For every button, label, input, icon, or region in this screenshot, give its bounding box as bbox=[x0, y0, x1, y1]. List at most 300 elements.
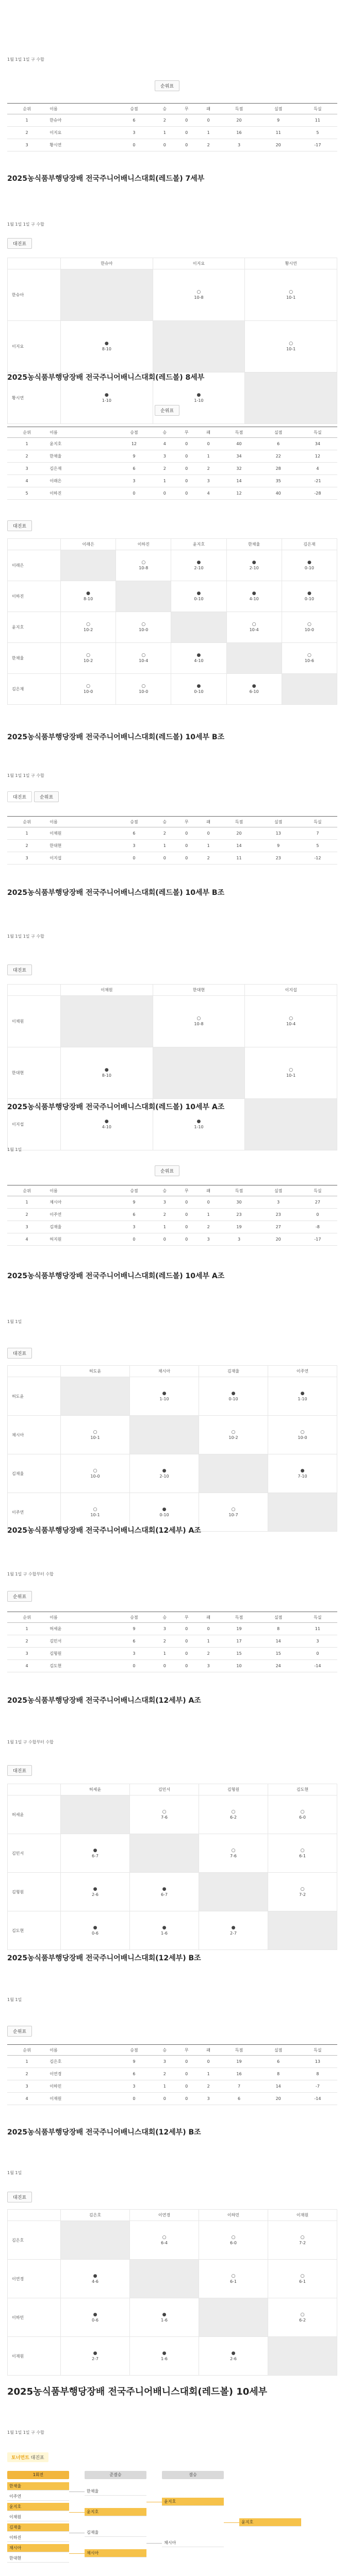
rank-cell: 2 bbox=[154, 2068, 175, 2080]
result-icon: ○ bbox=[307, 653, 311, 658]
rank-cell: 이하진 bbox=[46, 487, 114, 500]
rank-header-cell: 실점 bbox=[259, 427, 298, 438]
matrix-result-cell bbox=[226, 674, 282, 705]
result-icon: ○ bbox=[300, 1848, 305, 1853]
rank-header-cell: 이름 bbox=[46, 1612, 114, 1623]
result-score: 7-6 bbox=[229, 1853, 237, 1858]
matrix-self-cell bbox=[199, 2298, 268, 2337]
bracket-slot[interactable]: 한대현 bbox=[7, 2554, 69, 2563]
matrix-header-row bbox=[8, 258, 337, 269]
table-row bbox=[8, 1911, 337, 1950]
rank-header-cell: 실점 bbox=[259, 104, 298, 114]
rank-cell: 9 bbox=[114, 450, 154, 463]
matrix-result-cell bbox=[61, 1416, 130, 1454]
rank-cell: 황시연 bbox=[46, 139, 114, 151]
result-icon: ● bbox=[93, 1925, 97, 1930]
rank-header-cell: 순위 bbox=[7, 1612, 46, 1623]
rank-cell: 5 bbox=[298, 840, 337, 852]
bracket-connector bbox=[69, 2512, 85, 2513]
rank-cell: 0 bbox=[198, 1623, 219, 1635]
rank-cell: 이주연 bbox=[46, 1209, 114, 1221]
rank-header-cell: 승점 bbox=[114, 817, 154, 827]
tab-rank[interactable]: 순위표 bbox=[7, 2026, 32, 2037]
tab-rank[interactable]: 순위표 bbox=[34, 791, 59, 802]
rank-cell: 이하민 bbox=[46, 2080, 114, 2093]
rank-cell: 20 bbox=[259, 139, 298, 151]
rank-cell: 0 bbox=[175, 1623, 197, 1635]
rank-cell: 23 bbox=[219, 1209, 258, 1221]
result-icon: ○ bbox=[93, 1506, 97, 1512]
rank-header-row bbox=[7, 2045, 337, 2056]
rank-cell: 27 bbox=[298, 1196, 337, 1209]
result-icon: ○ bbox=[289, 290, 293, 295]
matrix-row-name: 이지요 bbox=[8, 321, 61, 372]
matrix-header-row bbox=[8, 2210, 337, 2221]
rank-header-row bbox=[7, 817, 337, 827]
tab-bar bbox=[7, 2026, 32, 2037]
table-row bbox=[7, 1221, 337, 1233]
matrix-result-cell bbox=[153, 269, 245, 321]
result-score: 6-7 bbox=[160, 1892, 168, 1897]
rank-table-10a bbox=[7, 1185, 337, 1246]
table-row bbox=[7, 463, 337, 475]
rank-cell: 이래은 bbox=[46, 475, 114, 487]
rank-cell: 2 bbox=[154, 1635, 175, 1648]
rank-table-12a bbox=[7, 1612, 337, 1672]
rank-cell: 이지요 bbox=[46, 127, 114, 139]
rank-cell: 15 bbox=[259, 1648, 298, 1660]
result-score: 7-2 bbox=[299, 1892, 306, 1897]
matrix-col-header: 김은호 bbox=[61, 2210, 130, 2221]
bracket-slot[interactable]: 윤지호 bbox=[7, 2503, 69, 2511]
rank-cell: 0 bbox=[175, 2093, 197, 2105]
matrix-col-header: 이주연 bbox=[268, 1366, 337, 1377]
rank-cell: 7 bbox=[298, 827, 337, 840]
tab-match[interactable]: 대진표 bbox=[7, 1348, 32, 1359]
table-row bbox=[7, 475, 337, 487]
matrix-row-name: 이재원 bbox=[8, 2337, 61, 2376]
rank-cell: 이채원 bbox=[46, 827, 114, 840]
result-score: 10-8 bbox=[194, 1022, 204, 1026]
rank-cell: 30 bbox=[219, 1196, 258, 1209]
rank-cell: -14 bbox=[298, 2093, 337, 2105]
section-title: 2025농식품부행당장배 전국주니어배니스대회(레드볼) 8세부 bbox=[7, 374, 205, 382]
matrix-col-header: 한대현 bbox=[153, 985, 245, 996]
rank-cell: 5 bbox=[298, 127, 337, 139]
tab-bar bbox=[7, 1765, 32, 1776]
result-score: 10-4 bbox=[286, 1022, 296, 1026]
result-icon: ○ bbox=[231, 2273, 236, 2279]
rank-cell: 2 bbox=[198, 2080, 219, 2093]
matrix-result-cell bbox=[153, 996, 245, 1047]
table-row bbox=[8, 2221, 337, 2260]
rank-cell: 6 bbox=[114, 1209, 154, 1221]
rank-header-cell: 승 bbox=[154, 817, 175, 827]
rank-cell: 2 bbox=[198, 463, 219, 475]
result-icon: ○ bbox=[141, 653, 146, 658]
rank-cell: 9 bbox=[114, 1196, 154, 1209]
bracket-slot[interactable]: 채시아 bbox=[162, 2539, 224, 2547]
matrix-result-cell bbox=[116, 550, 171, 581]
rank-header-cell: 승점 bbox=[114, 2045, 154, 2056]
rank-cell: 3 bbox=[198, 475, 219, 487]
result-score: 6-2 bbox=[299, 2317, 306, 2323]
rank-header-cell: 패 bbox=[198, 1185, 219, 1196]
result-icon: ○ bbox=[86, 622, 91, 627]
tab-rank[interactable]: 순위표 bbox=[155, 405, 179, 416]
matrix-row-name: 이지섭 bbox=[8, 1099, 61, 1150]
result-score: 6-0 bbox=[299, 1815, 306, 1820]
rank-cell: 34 bbox=[298, 438, 337, 450]
result-score: 0-10 bbox=[159, 1512, 169, 1517]
rank-cell: 0 bbox=[114, 852, 154, 865]
rank-cell: 19 bbox=[219, 2056, 258, 2068]
matrix-result-cell bbox=[245, 996, 337, 1047]
bracket-slot[interactable]: 한채율 bbox=[7, 2482, 69, 2490]
result-score: 1-10 bbox=[194, 1125, 204, 1129]
matrix-result-cell bbox=[199, 2221, 268, 2260]
matrix-col-header: 김도현 bbox=[268, 1784, 337, 1795]
section-title: 2025농식품부행당장배 전국주니어배니스대회(12세부) B조 bbox=[7, 2128, 201, 2137]
rank-cell: 2 bbox=[7, 1635, 46, 1648]
matrix-result-cell bbox=[130, 1795, 199, 1834]
matrix-self-cell bbox=[153, 1047, 245, 1099]
match-matrix-8 bbox=[7, 538, 337, 705]
result-icon: ○ bbox=[196, 1016, 201, 1021]
table-row bbox=[8, 2260, 337, 2298]
rank-cell: 1 bbox=[154, 2080, 175, 2093]
rank-cell: 한슈아 bbox=[46, 114, 114, 127]
matrix-result-cell bbox=[268, 2260, 337, 2298]
table-row bbox=[8, 1047, 337, 1099]
matrix-row-name: 김도현 bbox=[8, 1911, 61, 1950]
bracket-champion[interactable]: 윤지호 bbox=[239, 2518, 301, 2527]
result-score: 2-10 bbox=[159, 1473, 169, 1479]
matrix-result-cell bbox=[61, 1454, 130, 1493]
rank-header-cell: 무 bbox=[175, 104, 197, 114]
rank-table-10b bbox=[7, 816, 337, 865]
rank-cell: 0 bbox=[298, 1209, 337, 1221]
result-score: 8-10 bbox=[102, 347, 111, 351]
bracket-connector bbox=[146, 2543, 162, 2544]
matrix-self-cell bbox=[268, 2337, 337, 2376]
rank-cell: 0 bbox=[114, 1233, 154, 1246]
rank-cell: 4 bbox=[154, 438, 175, 450]
result-score: 1-10 bbox=[159, 1396, 169, 1401]
bracket-slot[interactable]: 채시아 bbox=[85, 2549, 146, 2557]
table-row bbox=[8, 581, 337, 612]
rank-cell: 16 bbox=[219, 2068, 258, 2080]
matrix-col-header: 한슈아 bbox=[61, 258, 153, 269]
result-icon: ● bbox=[300, 1391, 305, 1396]
result-score: 2-7 bbox=[91, 2356, 99, 2361]
rank-header-cell: 승 bbox=[154, 2045, 175, 2056]
result-score: 0-10 bbox=[194, 597, 204, 601]
result-score: 10-2 bbox=[84, 658, 93, 663]
bracket-slot[interactable]: 윤지호 bbox=[85, 2508, 146, 2516]
rank-cell: 7 bbox=[219, 2080, 258, 2093]
section-title: 2025농식품부행당장배 전국주니어배니스대회(12세부) B조 bbox=[7, 1954, 201, 1962]
matrix-self-cell bbox=[268, 1911, 337, 1950]
rank-cell: 1 bbox=[154, 840, 175, 852]
rank-cell: 2 bbox=[154, 463, 175, 475]
matrix-result-cell bbox=[61, 2298, 130, 2337]
matrix-result-cell bbox=[130, 2298, 199, 2337]
bracket-connector bbox=[69, 2553, 85, 2554]
rank-cell: 6 bbox=[114, 2068, 154, 2080]
rank-header-cell: 득실 bbox=[298, 1612, 337, 1623]
result-score: 10-1 bbox=[90, 1435, 100, 1440]
rank-header-cell: 득점 bbox=[219, 1612, 258, 1623]
matrix-result-cell bbox=[130, 2221, 199, 2260]
rank-cell: 14 bbox=[259, 1635, 298, 1648]
section-note: 1월 1일 1일 구 수합 bbox=[7, 934, 44, 939]
tab-rank[interactable]: 순위표 bbox=[155, 1165, 179, 1176]
rank-cell: 11 bbox=[298, 1623, 337, 1635]
result-icon: ● bbox=[93, 2350, 97, 2356]
matrix-result-cell bbox=[61, 612, 116, 643]
tab-rank[interactable]: 순위표 bbox=[7, 1591, 32, 1602]
bracket-slot[interactable]: 이주연 bbox=[7, 2493, 69, 2501]
bracket-round-header: 결승 bbox=[162, 2471, 224, 2479]
tab-match[interactable]: 대진표 bbox=[7, 2192, 32, 2202]
matrix-row-name: 허세윤 bbox=[8, 1795, 61, 1834]
matrix-result-cell bbox=[226, 550, 282, 581]
result-icon: ○ bbox=[231, 1506, 236, 1512]
rank-cell: 한대현 bbox=[46, 840, 114, 852]
rank-cell: -14 bbox=[298, 1660, 337, 1672]
matrix-self-cell bbox=[61, 1377, 130, 1416]
rank-header-cell: 실점 bbox=[259, 2045, 298, 2056]
table-row bbox=[8, 321, 337, 372]
rank-cell: 채시아 bbox=[46, 1196, 114, 1209]
matrix-result-cell bbox=[268, 2221, 337, 2260]
rank-cell: 0 bbox=[198, 438, 219, 450]
bracket-1 bbox=[7, 2471, 337, 2574]
rank-cell: 19 bbox=[219, 1623, 258, 1635]
section-note: 1월 1일 구 수합부터 수합 bbox=[7, 1740, 54, 1744]
rank-cell: 허세윤 bbox=[46, 1623, 114, 1635]
rank-cell: 23 bbox=[259, 1209, 298, 1221]
table-row bbox=[8, 643, 337, 674]
table-row bbox=[8, 612, 337, 643]
table-row bbox=[7, 2080, 337, 2093]
result-icon: ● bbox=[196, 684, 201, 689]
matrix-result-cell bbox=[171, 674, 226, 705]
rank-cell: 1 bbox=[7, 1196, 46, 1209]
matrix-result-cell bbox=[199, 1911, 268, 1950]
bracket-slot[interactable]: 한채율 bbox=[85, 2487, 146, 2496]
rank-cell: 1 bbox=[154, 1221, 175, 1233]
matrix-col-header: 이연경 bbox=[130, 2210, 199, 2221]
result-icon: ○ bbox=[86, 684, 91, 689]
rank-header-cell: 승점 bbox=[114, 1185, 154, 1196]
matrix-row-name: 이연경 bbox=[8, 2260, 61, 2298]
rank-cell: 0 bbox=[175, 1221, 197, 1233]
rank-cell: 0 bbox=[175, 463, 197, 475]
result-icon: ● bbox=[231, 2350, 236, 2356]
result-icon: ● bbox=[252, 591, 256, 596]
rank-cell: 1 bbox=[7, 438, 46, 450]
rank-header-cell: 무 bbox=[175, 2045, 197, 2056]
section-title: 2025농식품부행당장배 전국주니어배니스대회(레드볼) 10세부 B조 bbox=[7, 733, 225, 741]
result-score: 6-10 bbox=[249, 689, 259, 694]
result-icon: ○ bbox=[231, 1429, 236, 1435]
result-icon: ● bbox=[104, 393, 109, 398]
matrix-row-name: 채시아 bbox=[8, 1416, 61, 1454]
matrix-col-header: 이하민 bbox=[199, 2210, 268, 2221]
bracket-label bbox=[7, 2452, 48, 2462]
matrix-col-header: 이지요 bbox=[153, 258, 245, 269]
section-title: 2025농식품부행당장배 전국주니어배니스대회(12세부) A조 bbox=[7, 1527, 201, 1535]
rank-cell: 0 bbox=[175, 1233, 197, 1246]
rank-cell: 0 bbox=[154, 2093, 175, 2105]
bracket-slot[interactable]: 김재율 bbox=[85, 2529, 146, 2537]
rank-cell: 9 bbox=[259, 840, 298, 852]
result-score: 6-1 bbox=[229, 2279, 237, 2284]
matrix-col-header: 김형원 bbox=[199, 1784, 268, 1795]
rank-table-8 bbox=[7, 427, 337, 500]
result-icon: ○ bbox=[307, 622, 311, 627]
bracket-slot[interactable]: 이하진 bbox=[7, 2534, 69, 2542]
result-icon: ● bbox=[196, 1119, 201, 1124]
rank-cell: 4 bbox=[7, 475, 46, 487]
bracket-slot[interactable]: 김재율 bbox=[7, 2523, 69, 2532]
rank-header-cell: 승 bbox=[154, 427, 175, 438]
result-score: 0-10 bbox=[228, 1396, 238, 1401]
rank-cell: 11 bbox=[259, 127, 298, 139]
result-icon: ● bbox=[231, 1925, 236, 1930]
rank-cell: 2 bbox=[154, 114, 175, 127]
result-score: 6-7 bbox=[91, 1853, 99, 1858]
tab-match[interactable]: 대진표 bbox=[7, 520, 32, 531]
rank-header-cell: 득점 bbox=[219, 1185, 258, 1196]
rank-cell: 0 bbox=[175, 1196, 197, 1209]
rank-header-cell: 순위 bbox=[7, 817, 46, 827]
rank-cell: 3 bbox=[7, 2080, 46, 2093]
rank-cell: 3 bbox=[7, 852, 46, 865]
result-score: 4-10 bbox=[194, 658, 204, 663]
matrix-corner bbox=[8, 258, 61, 269]
rank-cell: 2 bbox=[198, 1221, 219, 1233]
result-score: 8-10 bbox=[84, 597, 93, 601]
rank-cell: 6 bbox=[259, 438, 298, 450]
bracket-slot[interactable]: 윤지호 bbox=[162, 2498, 224, 2506]
table-row bbox=[8, 550, 337, 581]
rank-cell: 19 bbox=[219, 1221, 258, 1233]
table-row bbox=[8, 1834, 337, 1873]
rank-cell: 0 bbox=[154, 139, 175, 151]
bracket-round-header: 1회전 bbox=[7, 2471, 69, 2479]
table-row bbox=[7, 438, 337, 450]
matrix-self-cell bbox=[245, 1099, 337, 1150]
bracket-slot[interactable]: 채시아 bbox=[7, 2544, 69, 2552]
bracket-connector bbox=[224, 2522, 239, 2523]
matrix-result-cell bbox=[226, 581, 282, 612]
bracket-label-a: 토너먼트 bbox=[11, 2455, 29, 2461]
result-icon: ○ bbox=[231, 1809, 236, 1815]
rank-cell: 0 bbox=[175, 1209, 197, 1221]
tab-match[interactable]: 대진표 bbox=[7, 964, 32, 975]
rank-cell: 김도현 bbox=[46, 1660, 114, 1672]
rank-cell: 0 bbox=[198, 2056, 219, 2068]
tab-match[interactable]: 대진표 bbox=[7, 791, 32, 802]
matrix-col-header: 이재원 bbox=[268, 2210, 337, 2221]
result-icon: ● bbox=[252, 684, 256, 689]
matrix-result-cell bbox=[199, 1377, 268, 1416]
rank-header-cell: 실점 bbox=[259, 817, 298, 827]
tab-match[interactable]: 대진표 bbox=[7, 1765, 32, 1776]
rank-cell: 20 bbox=[219, 827, 258, 840]
matrix-col-header: 김은재 bbox=[282, 539, 337, 550]
result-score: 7-6 bbox=[160, 1815, 168, 1820]
rank-cell: 2 bbox=[198, 852, 219, 865]
matrix-result-cell bbox=[268, 2298, 337, 2337]
rank-cell: -8 bbox=[298, 1221, 337, 1233]
rank-cell: 3 bbox=[154, 1196, 175, 1209]
result-icon: ○ bbox=[289, 1067, 293, 1073]
result-score: 10-0 bbox=[304, 628, 314, 632]
result-icon: ○ bbox=[162, 2234, 167, 2240]
matrix-row-name: 이주연 bbox=[8, 1493, 61, 1532]
rank-cell: 0 bbox=[175, 1648, 197, 1660]
matrix-result-cell bbox=[268, 1454, 337, 1493]
rank-cell: 4 bbox=[7, 2093, 46, 2105]
rank-cell: 이지섭 bbox=[46, 852, 114, 865]
section-title: 2025농식품부행당장배 전국주니어배니스대회(레드볼) 10세부 A조 bbox=[7, 1103, 225, 1111]
rank-header-cell: 순위 bbox=[7, 427, 46, 438]
rank-cell: 17 bbox=[219, 1635, 258, 1648]
tab-rank[interactable]: 순위표 bbox=[155, 80, 179, 91]
rank-cell: 1 bbox=[198, 1209, 219, 1221]
matrix-self-cell bbox=[199, 1873, 268, 1911]
table-row bbox=[7, 1623, 337, 1635]
matrix-self-cell bbox=[199, 1454, 268, 1493]
section-note: 1월 1일 bbox=[7, 1319, 22, 1324]
table-row bbox=[7, 114, 337, 127]
rank-cell: -17 bbox=[298, 1233, 337, 1246]
section-title: 2025농식품부행당장배 전국주니어배니스대회(레드볼) 10세부 A조 bbox=[7, 1272, 225, 1280]
table-row bbox=[8, 996, 337, 1047]
rank-cell: 28 bbox=[259, 463, 298, 475]
matrix-row-name: 이래은 bbox=[8, 550, 61, 581]
rank-cell: 8 bbox=[298, 2068, 337, 2080]
result-score: 2-6 bbox=[91, 1892, 99, 1897]
rank-cell: 12 bbox=[114, 438, 154, 450]
rank-cell: -17 bbox=[298, 139, 337, 151]
rank-cell: 0 bbox=[114, 139, 154, 151]
rank-cell: 6 bbox=[259, 2056, 298, 2068]
bracket-slot[interactable]: 이채원 bbox=[7, 2513, 69, 2521]
matrix-col-header: 황시연 bbox=[245, 258, 337, 269]
rank-header-cell: 이름 bbox=[46, 2045, 114, 2056]
rank-header-cell: 무 bbox=[175, 817, 197, 827]
result-score: 1-6 bbox=[160, 2356, 168, 2361]
tab-match[interactable]: 대진표 bbox=[7, 238, 32, 249]
result-score: 10-7 bbox=[228, 1512, 238, 1517]
result-score: 8-10 bbox=[102, 1073, 111, 1078]
rank-cell: 34 bbox=[219, 450, 258, 463]
match-matrix-10a bbox=[7, 1365, 337, 1532]
matrix-col-header: 김재율 bbox=[199, 1366, 268, 1377]
rank-cell: 3 bbox=[298, 1635, 337, 1648]
rank-cell: 한채율 bbox=[46, 450, 114, 463]
section-title: 2025농식품부행당장배 전국주니어배니스대회(12세부) A조 bbox=[7, 1697, 201, 1705]
result-score: 10-1 bbox=[286, 1073, 296, 1078]
rank-cell: 4 bbox=[7, 1660, 46, 1672]
rank-cell: 3 bbox=[154, 2056, 175, 2068]
matrix-self-cell bbox=[130, 1834, 199, 1873]
